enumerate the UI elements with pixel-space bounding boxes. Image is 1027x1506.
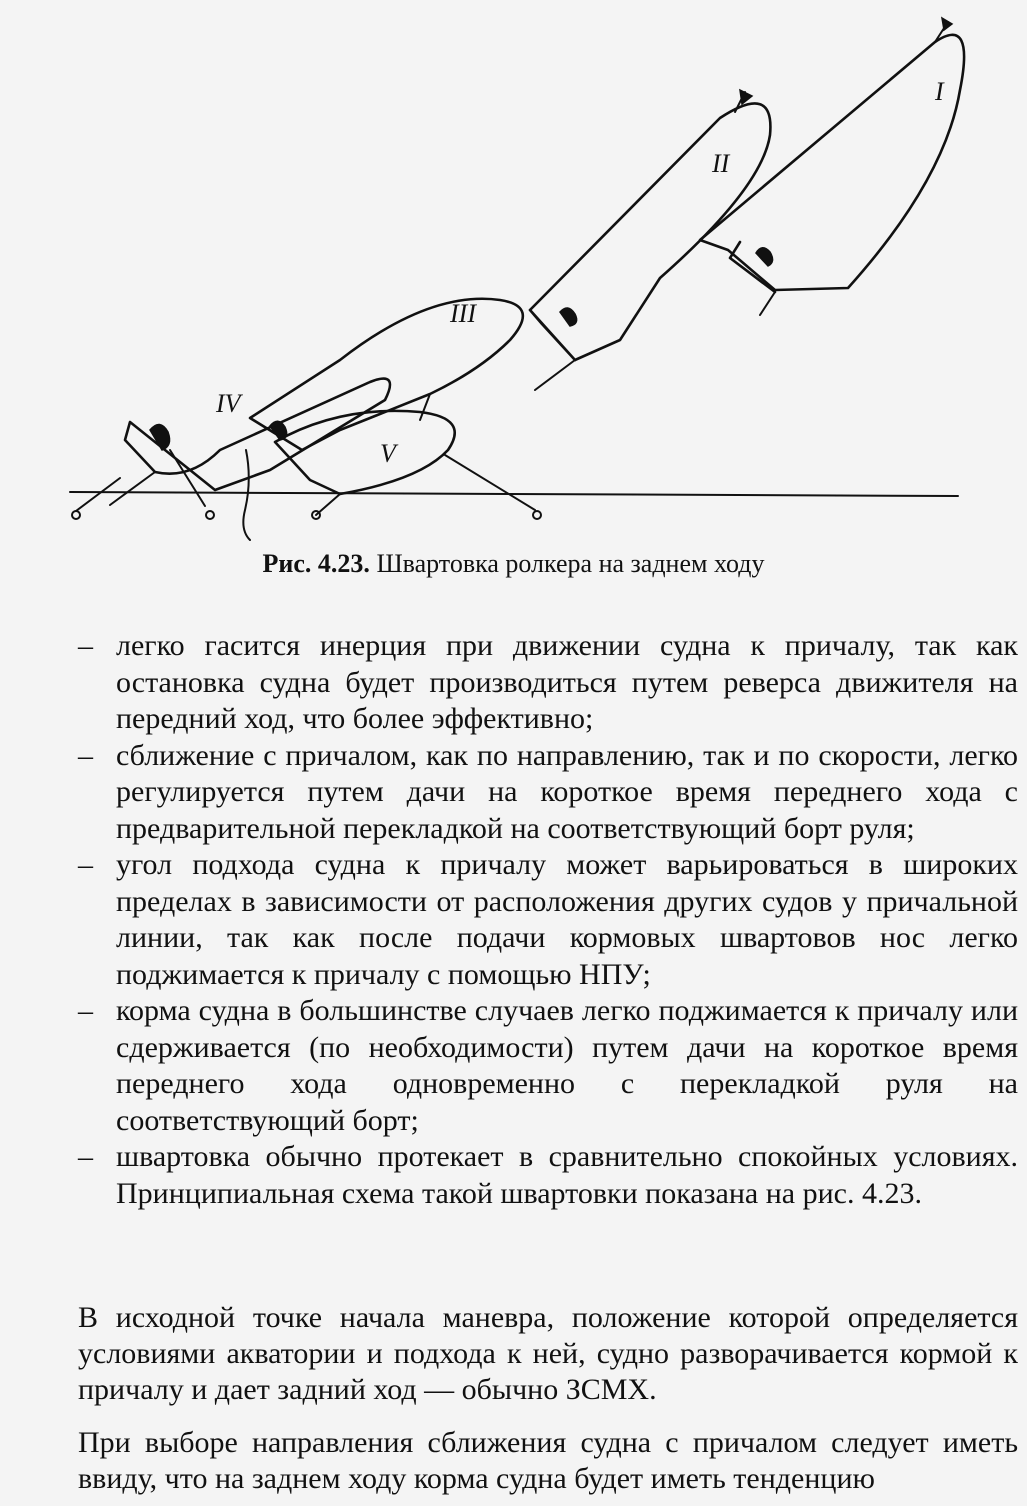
label-ship-ii: II xyxy=(712,149,730,178)
list-item xyxy=(78,993,1018,1139)
label-ship-iii: III xyxy=(450,299,476,328)
list-item-text: угол подхода судна к причалу может варьироваться в широких пределах в зависимости от расположения других судов у причальной линии, так как после подачи кормовых швартовов нос легко поджимается к причалу с помощью НПУ; xyxy=(116,848,1018,991)
list-item xyxy=(78,738,1018,848)
ship-ii xyxy=(530,90,770,390)
list-item xyxy=(78,628,1018,738)
bullet-dash: – xyxy=(78,738,93,772)
list-item xyxy=(78,1139,1018,1212)
label-ship-iv: IV xyxy=(216,389,241,418)
ship-v xyxy=(243,411,541,540)
bullet-dash: – xyxy=(78,848,93,881)
list-item-text: легко гасится инерция при движении судна к причалу, так как остановка судна будет производиться путем реверса движителя на передний ход, что более эффективно; xyxy=(116,629,1018,735)
bullet-dash: – xyxy=(78,1140,93,1173)
ship-i xyxy=(700,18,964,315)
bullet-dash: – xyxy=(78,994,93,1027)
list-item-text: корма судна в большинстве случаев легко поджимается к причалу или сдерживается (по необходимости) путем дачи на короткое время переднего хода одновременно с перекладкой руля на соответствующий борт; xyxy=(116,994,1018,1137)
mooring-diagram xyxy=(40,10,1000,550)
bullet-dash: – xyxy=(78,629,93,662)
pier-line xyxy=(70,492,958,496)
list-item-text: сближение с причалом, как по направлению, так и по скорости, легко регулируется путем дачи на короткое время переднего хода с предварительной перекладкой на соответствующий борт руля; xyxy=(116,738,1018,845)
bullet-list xyxy=(78,628,1018,1212)
label-ship-i: I xyxy=(935,77,944,106)
ship-iii xyxy=(250,299,523,450)
list-item-text: швартовка обычно протекает в сравнительно спокойных условиях. Принципиальная схема такой швартовки показана на рис. 4.23. xyxy=(116,1140,1018,1210)
body-paragraph: В исходной точке начала маневра, положение которой определяется условиями акватории и подхода к ней, судно разворачивается кормой к причалу и дает задний ход — обычно ЗСМХ. xyxy=(78,1301,1018,1406)
caption-number: Рис. 4.23. xyxy=(262,549,370,578)
list-item xyxy=(78,847,1018,993)
figure-caption xyxy=(0,549,1027,579)
body-paragraph: При выборе направления сближения судна с причалом следует иметь ввиду, что на заднем ходу корма судна будет иметь тенденцию xyxy=(78,1426,1018,1495)
label-ship-v: V xyxy=(380,439,396,468)
caption-text: Швартовка ролкера на заднем ходу xyxy=(376,549,765,578)
